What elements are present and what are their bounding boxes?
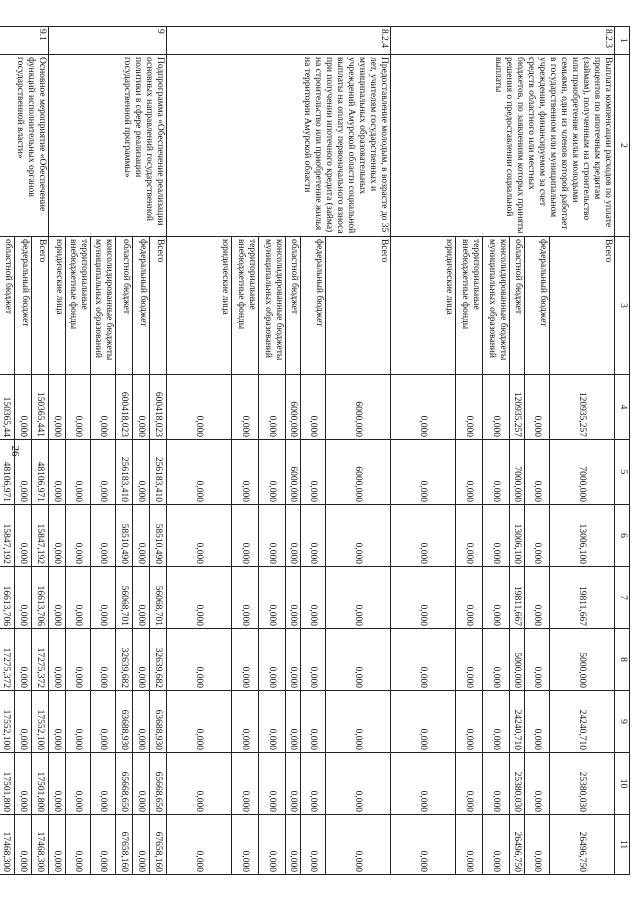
col-header: 2: [615, 55, 630, 237]
funding-source: территориальные внебюджетные фонды: [66, 237, 91, 375]
col-header: 10: [615, 753, 630, 815]
amount-cell: 0,000: [391, 505, 456, 567]
amount-cell: 6000,000: [286, 375, 301, 440]
amount-cell: 67658,160: [150, 815, 167, 875]
amount-cell: 17501,800: [32, 753, 49, 815]
amount-cell: 6000,000: [326, 440, 391, 505]
amount-cell: 0,000: [525, 505, 550, 567]
funding-source: территориальные внебюджетные фонды: [232, 237, 259, 375]
amount-cell: 0,000: [259, 629, 286, 691]
amount-cell: 600418,023: [116, 375, 133, 440]
amount-cell: 0,000: [525, 753, 550, 815]
amount-cell: 0,000: [133, 505, 150, 567]
amount-cell: 67658,160: [116, 815, 133, 875]
amount-cell: 0,000: [15, 375, 32, 440]
amount-cell: 0,000: [259, 505, 286, 567]
amount-cell: 17552,100: [32, 691, 49, 753]
amount-cell: 0,000: [456, 691, 483, 753]
row-code: 8.2.4: [167, 27, 391, 55]
header-row: [615, 27, 630, 875]
amount-cell: 0,000: [456, 440, 483, 505]
amount-cell: 7000,000: [550, 440, 615, 505]
amount-cell: 0,000: [49, 753, 66, 815]
amount-cell: 13006,100: [510, 505, 525, 567]
amount-cell: 0,000: [301, 815, 326, 875]
funding-source: юридические лица: [391, 237, 456, 375]
amount-cell: 26496,750: [550, 815, 615, 875]
amount-cell: 0,000: [167, 375, 232, 440]
amount-cell: 0,000: [326, 691, 391, 753]
amount-cell: 0,000: [301, 629, 326, 691]
amount-cell: 150365,441: [32, 375, 49, 440]
col-header: 8: [615, 629, 630, 691]
amount-cell: 0,000: [66, 629, 91, 691]
row-code: 8.2.3: [391, 27, 615, 55]
amount-cell: 0,000: [49, 567, 66, 629]
row-code: 9: [49, 27, 167, 55]
amount-cell: 120935,257: [510, 375, 525, 440]
amount-cell: 0,000: [49, 691, 66, 753]
amount-cell: 17501,800: [0, 753, 15, 815]
amount-cell: 0,000: [49, 629, 66, 691]
funding-source: Всего: [32, 237, 49, 375]
amount-cell: 0,000: [232, 375, 259, 440]
amount-cell: 0,000: [133, 440, 150, 505]
amount-cell: 0,000: [483, 629, 510, 691]
amount-cell: 15847,192: [0, 505, 15, 567]
amount-cell: 17552,100: [0, 691, 15, 753]
amount-cell: 0,000: [286, 753, 301, 815]
amount-cell: 0,000: [391, 629, 456, 691]
amount-cell: 32639,682: [116, 629, 133, 691]
amount-cell: 0,000: [133, 815, 150, 875]
amount-cell: 256183,410: [116, 440, 133, 505]
amount-cell: 25380,030: [510, 753, 525, 815]
col-header: 5: [615, 440, 630, 505]
amount-cell: 0,000: [91, 753, 116, 815]
amount-cell: 63688,930: [116, 691, 133, 753]
measure-name: Основное мероприятие «Обеспечение функций исполнительных органов государственной власти»: [0, 55, 49, 237]
col-header: 7: [615, 567, 630, 629]
amount-cell: 6000,000: [326, 375, 391, 440]
amount-cell: 0,000: [259, 567, 286, 629]
amount-cell: 0,000: [286, 691, 301, 753]
amount-cell: 0,000: [525, 375, 550, 440]
amount-cell: 0,000: [167, 629, 232, 691]
amount-cell: 0,000: [66, 567, 91, 629]
measure-name: Выплата компенсации расходов по уплате процентов по ипотечным кредитам (займам), полученным на строительство или приобретение жилья молодыми семьями, один из членов которой работает в государственном или муниципальном учреждении, финансируемом за счет средств областного или местных бюджетов, по заявлениям которых приняты решения о предоставлении социальной выплаты: [391, 55, 615, 237]
funding-source: территориальные внебюджетные фонды: [456, 237, 483, 375]
amount-cell: 0,000: [15, 753, 32, 815]
amount-cell: 0,000: [259, 440, 286, 505]
amount-cell: 25380,030: [550, 753, 615, 815]
amount-cell: 120935,257: [550, 375, 615, 440]
amount-cell: 0,000: [91, 375, 116, 440]
col-header: 3: [615, 237, 630, 375]
amount-cell: 0,000: [301, 753, 326, 815]
amount-cell: 56068,701: [150, 567, 167, 629]
table-row: [32, 27, 49, 875]
amount-cell: 0,000: [259, 753, 286, 815]
amount-cell: 0,000: [456, 375, 483, 440]
funding-source: федеральный бюджет: [133, 237, 150, 375]
amount-cell: 0,000: [232, 505, 259, 567]
amount-cell: 26496,750: [510, 815, 525, 875]
funding-source: областной бюджет: [116, 237, 133, 375]
amount-cell: 0,000: [326, 629, 391, 691]
col-header: 1: [615, 27, 630, 55]
amount-cell: 0,000: [525, 815, 550, 875]
amount-cell: 0,000: [91, 629, 116, 691]
amount-cell: 0,000: [91, 815, 116, 875]
amount-cell: 600418,023: [150, 375, 167, 440]
amount-cell: 48106,971: [32, 440, 49, 505]
funding-source: консолидированные бюджеты муниципальных образований: [259, 237, 286, 375]
amount-cell: 0,000: [259, 815, 286, 875]
amount-cell: 0,000: [167, 567, 232, 629]
amount-cell: 19811,667: [550, 567, 615, 629]
amount-cell: 32639,682: [150, 629, 167, 691]
amount-cell: 0,000: [391, 691, 456, 753]
amount-cell: 0,000: [66, 753, 91, 815]
funding-source: юридические лица: [167, 237, 232, 375]
amount-cell: 0,000: [301, 375, 326, 440]
amount-cell: 58510,490: [150, 505, 167, 567]
col-header: 9: [615, 691, 630, 753]
amount-cell: 0,000: [167, 691, 232, 753]
funding-source: Всего: [150, 237, 167, 375]
amount-cell: 5000,000: [510, 629, 525, 691]
amount-cell: 0,000: [301, 567, 326, 629]
amount-cell: 24240,710: [510, 691, 525, 753]
amount-cell: 0,000: [483, 375, 510, 440]
amount-cell: 0,000: [525, 629, 550, 691]
amount-cell: 0,000: [15, 815, 32, 875]
amount-cell: 0,000: [91, 567, 116, 629]
table-row: [326, 27, 391, 875]
amount-cell: 58510,490: [116, 505, 133, 567]
amount-cell: 0,000: [49, 815, 66, 875]
amount-cell: 0,000: [326, 505, 391, 567]
amount-cell: 0,000: [301, 505, 326, 567]
funding-source: консолидированные бюджеты муниципальных образований: [483, 237, 510, 375]
amount-cell: 0,000: [456, 753, 483, 815]
amount-cell: 0,000: [456, 505, 483, 567]
amount-cell: 0,000: [66, 691, 91, 753]
amount-cell: 63688,930: [150, 691, 167, 753]
funding-source: юридические лица: [49, 237, 66, 375]
amount-cell: 0,000: [391, 567, 456, 629]
amount-cell: 0,000: [66, 375, 91, 440]
amount-cell: 65668,650: [150, 753, 167, 815]
amount-cell: 0,000: [15, 505, 32, 567]
table-body: [0, 27, 615, 875]
amount-cell: 65668,650: [116, 753, 133, 815]
measure-name: Подпрограмма «Обеспечение реализации основных направлений государственной политики в сфере реализации государственной программы»: [49, 55, 167, 237]
funding-source: Всего: [550, 237, 615, 375]
amount-cell: 0,000: [391, 753, 456, 815]
col-header: 4: [615, 375, 630, 440]
amount-cell: 0,000: [483, 815, 510, 875]
amount-cell: 0,000: [66, 505, 91, 567]
amount-cell: 0,000: [133, 567, 150, 629]
amount-cell: 0,000: [301, 691, 326, 753]
amount-cell: 0,000: [391, 440, 456, 505]
funding-source: областной бюджет: [510, 237, 525, 375]
amount-cell: 0,000: [232, 753, 259, 815]
amount-cell: 0,000: [15, 629, 32, 691]
amount-cell: 17468,300: [32, 815, 49, 875]
amount-cell: 0,000: [66, 440, 91, 505]
col-header: 6: [615, 505, 630, 567]
amount-cell: 0,000: [483, 440, 510, 505]
amount-cell: 0,000: [483, 567, 510, 629]
amount-cell: 0,000: [456, 815, 483, 875]
amount-cell: 0,000: [326, 753, 391, 815]
amount-cell: 0,000: [286, 567, 301, 629]
funding-source: областной бюджет: [0, 237, 15, 375]
amount-cell: 0,000: [49, 505, 66, 567]
amount-cell: 17275,372: [32, 629, 49, 691]
amount-cell: 7000,000: [510, 440, 525, 505]
page-number: 26: [9, 445, 21, 457]
amount-cell: 0,000: [483, 505, 510, 567]
amount-cell: 0,000: [49, 375, 66, 440]
amount-cell: 0,000: [232, 567, 259, 629]
col-header: 11: [615, 815, 630, 875]
amount-cell: 0,000: [15, 567, 32, 629]
amount-cell: 0,000: [286, 815, 301, 875]
funding-table: [0, 26, 630, 875]
amount-cell: 0,000: [301, 440, 326, 505]
amount-cell: 0,000: [483, 753, 510, 815]
amount-cell: 5000,000: [550, 629, 615, 691]
amount-cell: 16613,706: [0, 567, 15, 629]
amount-cell: 16613,706: [32, 567, 49, 629]
amount-cell: 17275,372: [0, 629, 15, 691]
amount-cell: 0,000: [232, 629, 259, 691]
amount-cell: 0,000: [525, 691, 550, 753]
amount-cell: 0,000: [525, 567, 550, 629]
amount-cell: 0,000: [167, 440, 232, 505]
amount-cell: 56068,701: [116, 567, 133, 629]
amount-cell: 0,000: [326, 815, 391, 875]
funding-source: федеральный бюджет: [301, 237, 326, 375]
amount-cell: 0,000: [286, 629, 301, 691]
amount-cell: 0,000: [456, 629, 483, 691]
amount-cell: 0,000: [167, 753, 232, 815]
measure-name: Предоставление молодым, в возрасте до 35 лет, учителям государственных и муниципальных образовательных учреждений Амурской области социальной выплаты на оплату первоначального взноса при получении ипотечного кредита (займа) на строительство или приобретение жилья на территории Амурской области: [167, 55, 391, 237]
amount-cell: 0,000: [232, 815, 259, 875]
amount-cell: 0,000: [167, 505, 232, 567]
funding-source: Всего: [326, 237, 391, 375]
funding-source: федеральный бюджет: [525, 237, 550, 375]
amount-cell: 48106,971: [0, 440, 15, 505]
amount-cell: 0,000: [391, 375, 456, 440]
amount-cell: 17468,300: [0, 815, 15, 875]
amount-cell: 0,000: [391, 815, 456, 875]
amount-cell: 0,000: [133, 691, 150, 753]
amount-cell: 0,000: [232, 440, 259, 505]
amount-cell: 0,000: [15, 440, 32, 505]
amount-cell: 0,000: [133, 629, 150, 691]
amount-cell: 24240,710: [550, 691, 615, 753]
amount-cell: 0,000: [259, 375, 286, 440]
amount-cell: 0,000: [49, 440, 66, 505]
amount-cell: 0,000: [15, 691, 32, 753]
amount-cell: 0,000: [456, 567, 483, 629]
row-code: 9.1: [0, 27, 49, 55]
amount-cell: 13006,100: [550, 505, 615, 567]
funding-source: областной бюджет: [286, 237, 301, 375]
document-page: [1, 26, 630, 874]
amount-cell: 0,000: [167, 815, 232, 875]
amount-cell: 19811,667: [510, 567, 525, 629]
amount-cell: 0,000: [133, 375, 150, 440]
funding-source: консолидированные бюджеты муниципальных образований: [91, 237, 116, 375]
rotated-table-container: [1, 26, 630, 874]
amount-cell: 0,000: [91, 691, 116, 753]
amount-cell: 256183,410: [150, 440, 167, 505]
amount-cell: 0,000: [525, 440, 550, 505]
amount-cell: 0,000: [66, 815, 91, 875]
amount-cell: 0,000: [232, 691, 259, 753]
table-row: [150, 27, 167, 875]
amount-cell: 15847,192: [32, 505, 49, 567]
amount-cell: 0,000: [91, 505, 116, 567]
amount-cell: 6000,000: [286, 440, 301, 505]
amount-cell: 150365,44: [0, 375, 15, 440]
amount-cell: 0,000: [259, 691, 286, 753]
funding-source: федеральный бюджет: [15, 237, 32, 375]
table-row: [550, 27, 615, 875]
amount-cell: 0,000: [91, 440, 116, 505]
amount-cell: 0,000: [483, 691, 510, 753]
amount-cell: 0,000: [286, 505, 301, 567]
amount-cell: 0,000: [326, 567, 391, 629]
amount-cell: 0,000: [133, 753, 150, 815]
